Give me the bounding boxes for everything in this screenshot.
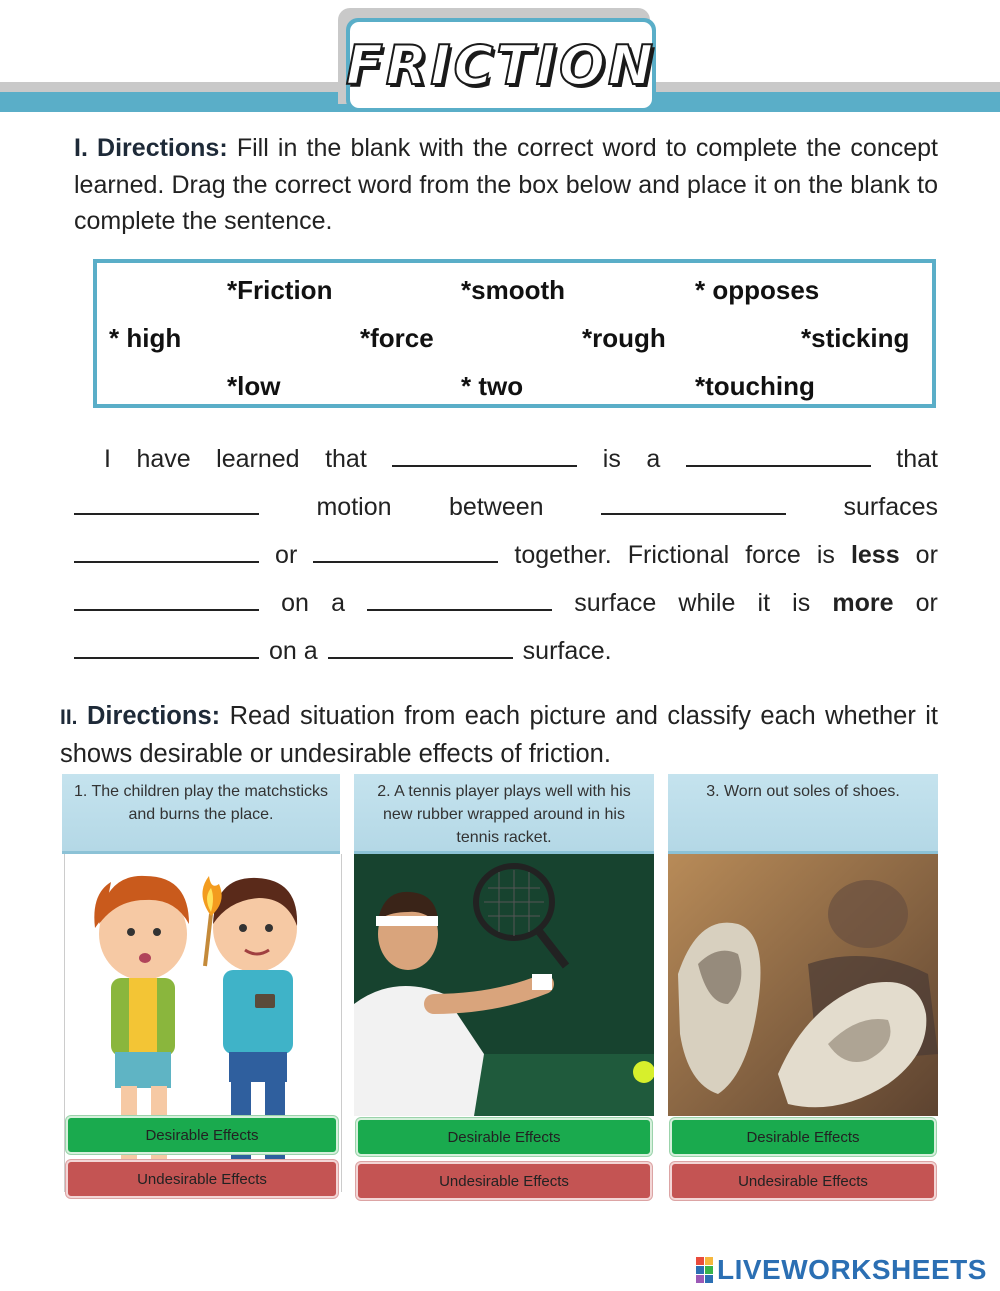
logo-text: LIVEWORKSHEETS — [717, 1254, 987, 1285]
card-caption: 2. A tennis player plays well with his new rubber wrapped around in his tennis racket. — [354, 774, 654, 854]
word-bank-item[interactable]: *rough — [582, 323, 666, 353]
section2-roman: II. — [60, 706, 78, 729]
paragraph-line-4: on a surface while it is more or — [74, 587, 938, 618]
blank-drop-zone[interactable] — [74, 539, 259, 563]
word-bank-item[interactable]: *touching — [695, 371, 815, 401]
blank-drop-zone[interactable] — [601, 491, 786, 515]
undesirable-effects-button[interactable]: Undesirable Effects — [66, 1160, 338, 1198]
blank-drop-zone[interactable] — [686, 443, 871, 467]
word-bank-item[interactable]: *force — [360, 323, 434, 353]
logo-mark-icon — [696, 1257, 713, 1283]
paragraph-line-1: I have learned that is a that — [104, 445, 938, 473]
word-bank-item[interactable]: * high — [109, 323, 182, 353]
blank-drop-zone[interactable] — [74, 635, 259, 659]
word-bank-item[interactable]: * two — [461, 371, 524, 401]
tennis-player-image — [354, 854, 654, 1116]
word-bank-item[interactable]: *sticking — [801, 323, 910, 353]
worn-shoes-image — [668, 854, 938, 1116]
paragraph-line-5: on a surface. — [74, 635, 938, 666]
desirable-effects-button[interactable]: Desirable Effects — [670, 1118, 936, 1156]
blank-drop-zone[interactable] — [313, 539, 498, 563]
page-title: FRICTION — [345, 33, 657, 97]
blank-drop-zone[interactable] — [74, 491, 259, 515]
section1-text: Fill in the blank with the correct word to complete the concept learned. Drag the correct word from the box below and place it on the blank to complete the sentence. — [74, 134, 938, 235]
section2-directions — [60, 698, 938, 773]
word-bank-item[interactable]: * opposes — [695, 275, 820, 305]
word-bank-item[interactable]: *low — [227, 371, 281, 401]
undesirable-effects-button[interactable]: Undesirable Effects — [670, 1162, 936, 1200]
blank-drop-zone[interactable] — [392, 443, 577, 467]
undesirable-effects-button[interactable]: Undesirable Effects — [356, 1162, 652, 1200]
desirable-effects-button[interactable]: Desirable Effects — [356, 1118, 652, 1156]
section1-directions — [74, 130, 938, 240]
word-bank — [93, 259, 936, 408]
blank-drop-zone[interactable] — [367, 587, 552, 611]
section2-text: Read situation from each picture and classify each whether it shows desirable or undesirable effects of friction. — [60, 702, 938, 768]
card-caption: 1. The children play the matchsticks and burns the place. — [62, 774, 340, 854]
paragraph-line-2: motion between surfaces — [74, 491, 938, 522]
section2-label: Directions: — [86, 702, 221, 730]
liveworksheets-logo — [696, 1254, 987, 1286]
card-caption: 3. Worn out soles of shoes. — [668, 774, 938, 854]
paragraph-line-3: or together. Frictional force is less or — [74, 539, 938, 570]
blank-drop-zone[interactable] — [74, 587, 259, 611]
keyword-more: more — [832, 589, 894, 617]
blank-drop-zone[interactable] — [328, 635, 513, 659]
word-bank-item[interactable]: *Friction — [227, 275, 333, 305]
keyword-less: less — [850, 541, 900, 569]
section1-label: I. Directions: — [74, 134, 228, 162]
desirable-effects-button[interactable]: Desirable Effects — [66, 1116, 338, 1154]
word-bank-item[interactable]: *smooth — [461, 275, 565, 305]
title-box — [346, 18, 656, 112]
